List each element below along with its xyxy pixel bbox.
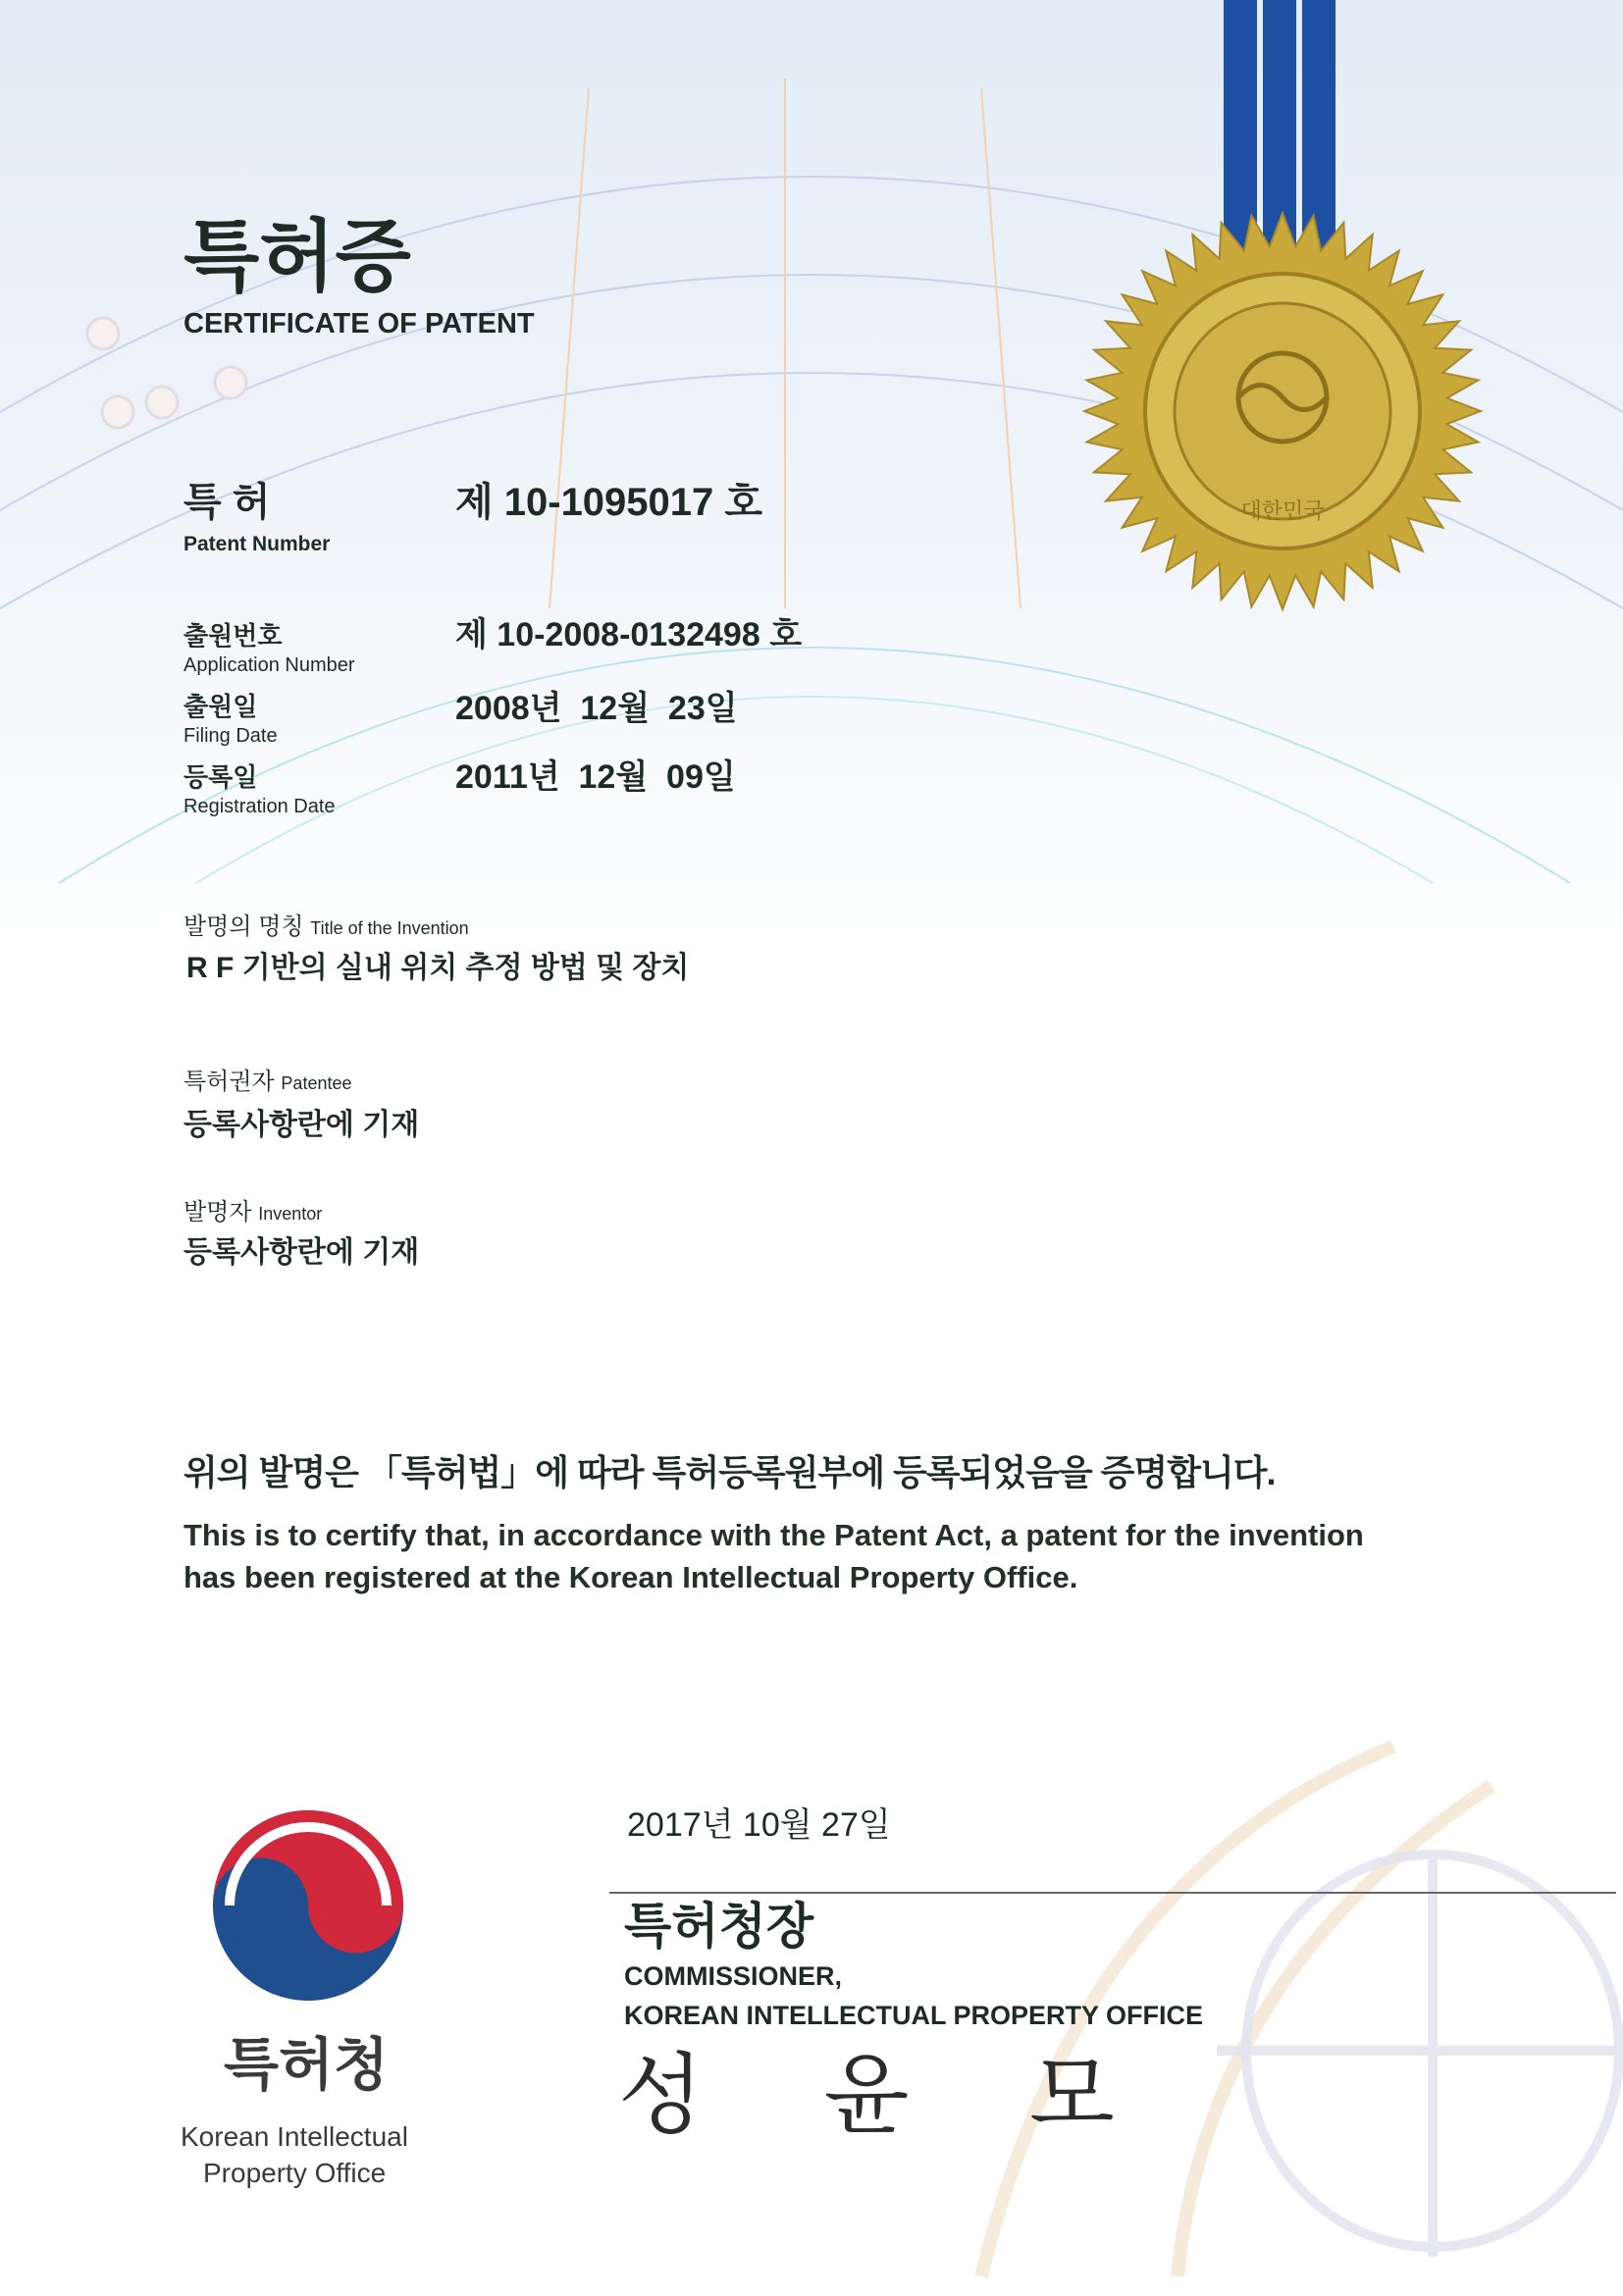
patent-number-value: 제 10-1095017 호: [455, 481, 763, 524]
application-number-label-en: Application Number: [183, 654, 355, 676]
kipo-logo-icon: [210, 1807, 406, 2004]
filing-date-label-ko: 출원일: [183, 692, 258, 721]
patentee-label: [183, 1070, 351, 1094]
registration-date-label-ko: 등록일: [183, 762, 258, 792]
filing-date-value: 2008년 12월 23일: [455, 690, 738, 727]
application-number-label-ko: 출원번호: [183, 621, 283, 651]
registration-date-value: 2011년 12월 09일: [455, 758, 736, 796]
application-number-value: 제 10-2008-0132498 호: [455, 616, 803, 653]
divider-line: [609, 1892, 1616, 1894]
invention-title-label: [183, 915, 469, 939]
issue-date: 2017년 10월 27일: [627, 1806, 891, 1844]
logo-name-en-2: Property Office: [203, 2158, 387, 2188]
filing-date-label-en: Filing Date: [183, 725, 278, 747]
commissioner-title-en-2: KOREAN INTELLECTUAL PROPERTY OFFICE: [624, 2001, 1204, 2030]
logo-name-ko: 특허청: [224, 2033, 390, 2097]
commissioner-title-en-1: COMMISSIONER,: [624, 1961, 843, 1991]
registration-date-label-en: Registration Date: [183, 796, 336, 817]
patent-number-label-en: Patent Number: [183, 533, 331, 555]
inventor-label: [183, 1201, 322, 1225]
certification-statement-en-2: has been registered at the Korean Intellectual Property Office.: [183, 1560, 1078, 1595]
certification-statement-en-1: This is to certify that, in accordance with the Patent Act, a patent for the invention: [183, 1517, 1364, 1552]
certificate-title-ko: 특허증: [183, 213, 411, 300]
certificate-title-en: CERTIFICATE OF PATENT: [183, 308, 535, 339]
patentee-label-ko: 특허권자: [183, 1069, 275, 1095]
invention-label-ko: 발명의 명칭: [183, 913, 304, 940]
invention-title-value: R F 기반의 실내 위치 추정 방법 및 장치: [186, 952, 690, 984]
inventor-value: 등록사항란에 기재: [183, 1236, 420, 1269]
inventor-label-ko: 발명자: [183, 1199, 252, 1226]
signature: 성 윤 모: [618, 2048, 1164, 2145]
logo-name-en-1: Korean Intellectual: [181, 2121, 408, 2152]
inventor-label-en: Inventor: [258, 1204, 323, 1224]
gold-seal: [1079, 0, 1492, 628]
patent-number-label-ko: 특 허: [183, 481, 271, 524]
invention-label-en: Title of the Invention: [310, 918, 469, 938]
patentee-label-en: Patentee: [281, 1073, 352, 1093]
patentee-value: 등록사항란에 기재: [183, 1109, 420, 1141]
commissioner-title-ko: 특허청장: [624, 1899, 814, 1954]
certification-statement-ko: 위의 발명은 「특허법」에 따라 특허등록원부에 등록되었음을 증명합니다.: [183, 1452, 1276, 1492]
certification-statement: [183, 1450, 1557, 1599]
svg-text:대한민국: 대한민국: [1240, 498, 1325, 523]
